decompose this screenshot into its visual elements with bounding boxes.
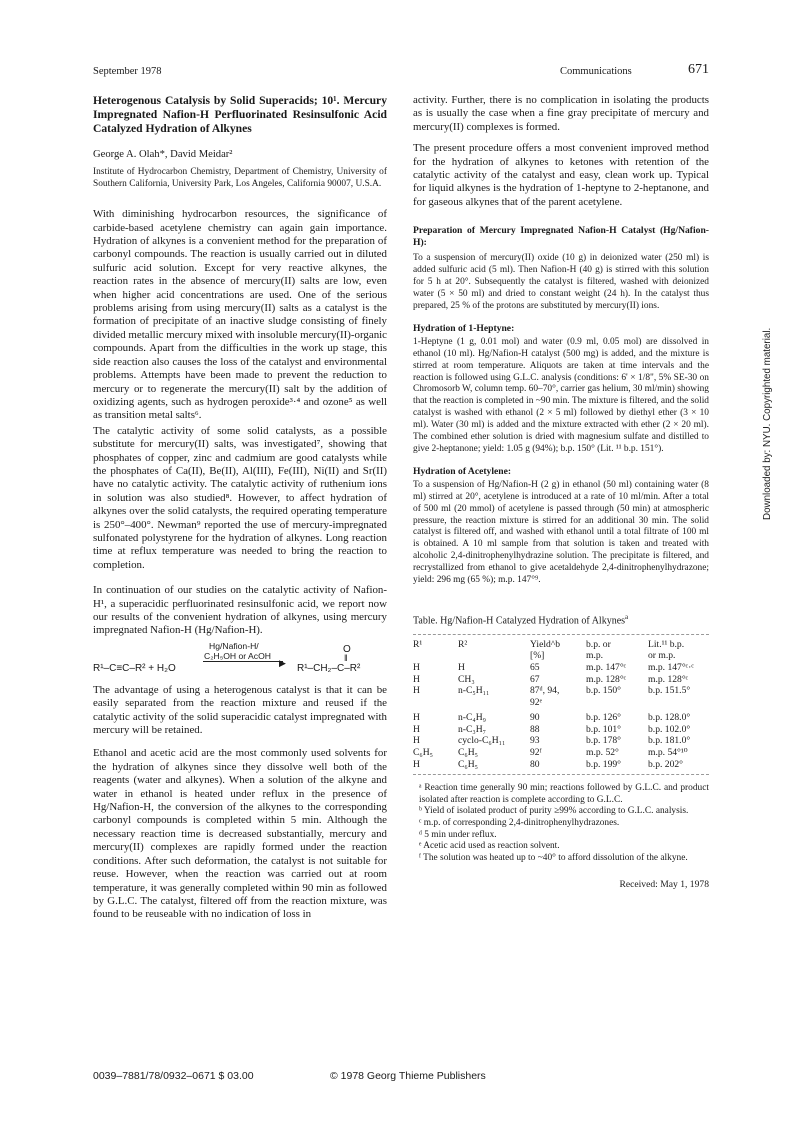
table-cell: b.p. 151.5° bbox=[648, 685, 691, 697]
paragraph: The advantage of using a heterogenous catalyst is that it can be easily separated from the reaction mixture and reused if the catalytic activity of the solid superacidic catalyst impregnated with mercury will be retained. bbox=[93, 683, 387, 737]
equation-product: R¹–CH₂–C–R² bbox=[297, 662, 361, 674]
table-cell: H bbox=[413, 758, 420, 770]
table-footnotes bbox=[413, 783, 709, 864]
paragraph: Ethanol and acetic acid are the most commonly used solvents for the hydration of alkynes since they dissolve well both of the reagents (water and alkynes). When a solution of the alkyne and water in ethanol is heated under reflux in the presence of Hg/Nafion-H, the conversion of the alkynes to the corresponding carbonyl compounds is completed within 5 min. Although the necessary reaction time is decreased substantially, mercury and mercury(II) complexes are rapidly formed under the reaction conditions. After such deformation, the catalyst is not suitable for reuse. However, when the reaction was carried out at room temperature, it was generally completed within 90 min as followed by G.L.C. The catalyst, filtered off from the reaction mixture, was found to be reuseable with no indication of loss in bbox=[93, 747, 387, 921]
table-cell: b.p. 102.0° bbox=[648, 723, 691, 735]
table-cell: 90 bbox=[530, 712, 540, 724]
table-rule bbox=[413, 634, 709, 635]
section-heading: Hydration of 1-Heptyne: bbox=[413, 322, 515, 334]
reaction-arrow bbox=[203, 661, 283, 662]
table-cell: C₆H₅ bbox=[413, 747, 434, 759]
table-cell: b.p. 199° bbox=[586, 758, 622, 770]
table-cell: b.p. 150° bbox=[586, 685, 622, 697]
table-cell: m.p. 147°ᶜ bbox=[586, 661, 627, 673]
table-cell: 65 bbox=[530, 661, 540, 673]
table-row bbox=[413, 724, 709, 736]
table-cell: H bbox=[413, 723, 420, 735]
page-number: 671 bbox=[688, 62, 709, 77]
affiliation: Institute of Hydrocarbon Chemistry, Department of Chemistry, University of Southern California, University Park, Los Angeles, California 90007, U.S.A. bbox=[93, 167, 387, 190]
download-watermark: Downloaded by: NYU. Copyrighted material. bbox=[762, 327, 773, 520]
section-heading: Hydration of Acetylene: bbox=[413, 465, 512, 477]
table-cell: m.p. 128°ᶜ bbox=[586, 673, 627, 685]
footnote: ᶠ The solution was heated up to ~40° to afford dissolution of the alkyne. bbox=[419, 852, 688, 863]
table-cell: m.p. 54°¹⁰ bbox=[648, 747, 688, 759]
table-cell: 87ᵈ, 94, 92ᵉ bbox=[530, 685, 560, 708]
table-cell: H bbox=[413, 685, 420, 697]
reaction-equation bbox=[93, 640, 387, 680]
section-text: 1-Heptyne (1 g, 0.01 mol) and water (0.9 ml, 0.05 mol) are dissolved in ethanol (10 ml). Hg/Nafion-H catalyst (500 mg) is added, and the mixture is stirred at room temperature. Aliquots are taken at time intervals and the reaction is followed using G.L.C. analysis (conditions: 6' × 1/8", 5% SE-30 on Chromosorb W, column temp. 60–70°, carrier gas helium, 30 ml/min) showing that the reaction is completed in ~90 min. The mixture is filtered, and the solid catalyst is washed with ethanol (2 × 5 ml) followed by diethyl ether (3 × 10 ml). Water (30 ml) is added and the mixture extracted with ether (2 × 20 ml). The combined ether solution is dried with magnesium sulfate and distilled to give 2-heptanone; yield: 1.05 g (94%); b.p. 150° (Lit. ¹¹ b.p. 151°). bbox=[413, 336, 709, 454]
arrow-head-icon: ▶ bbox=[279, 657, 286, 668]
table-cell: n-C₄H₉ bbox=[458, 712, 487, 724]
table-cell: H bbox=[413, 735, 420, 747]
table-cell: 92ᶠ bbox=[530, 747, 542, 759]
table-row bbox=[413, 685, 709, 710]
procedure-section bbox=[413, 323, 709, 456]
left-column bbox=[93, 94, 387, 922]
running-date: September 1978 bbox=[93, 66, 162, 77]
table-cell: 93 bbox=[530, 735, 540, 747]
equation-double-bond: ‖ bbox=[344, 652, 348, 663]
table-cell: m.p. 128°ᶜ bbox=[648, 673, 689, 685]
right-column bbox=[413, 94, 709, 892]
table-cell: C₆H₅ bbox=[458, 758, 479, 770]
table-cell: H bbox=[413, 712, 420, 724]
table-cell: b.p. 178° bbox=[586, 735, 622, 747]
paragraph: activity. Further, there is no complication in isolating the products as is usually the case when a fine gray precipitate of mercury and mercury(II) complexes is formed. bbox=[413, 94, 709, 133]
equation-oxygen: O bbox=[343, 643, 351, 655]
table-row bbox=[413, 662, 709, 674]
footer-publisher: © 1978 Georg Thieme Publishers bbox=[330, 1070, 486, 1082]
table-cell: C₆H₅ bbox=[458, 747, 479, 759]
footnote: ᵃ Reaction time generally 90 min; reactions followed by G.L.C. and product isolated after reaction is complete according to G.L.C. bbox=[419, 783, 709, 805]
table-header-row bbox=[413, 639, 709, 662]
table-header-cell: R² bbox=[458, 638, 468, 650]
table-cell: cyclo-C₆H₁₁ bbox=[458, 735, 506, 747]
running-section: Communications bbox=[560, 66, 632, 77]
table-cell: m.p. 52° bbox=[586, 747, 619, 759]
table-caption-mark: a bbox=[625, 613, 629, 621]
paragraph: The catalytic activity of some solid catalysts, as a possible substitute for mercury(II) salts, was investigated⁷, showing that phosphates of copper, zinc and cadmium are good catalysts while the phosphates of Ca(II), Be(II), Al(III), Fe(III), Ni(II) and Sr(II) have no catalytic activity. The catalytic activity of ruthenium ions in solution was also studied⁸. However, to affect hydration of alkynes over the solid catalysts, the required operating temperature is 250°–400°. Newman⁹ reported the use of mercury-impregnated sulfonated polystyrene for the hydration of alkynes. Long reaction time at reflux temperature was needed to bring the reaction to completion. bbox=[93, 424, 387, 571]
table-cell: b.p. 181.0° bbox=[648, 735, 691, 747]
paragraph: With diminishing hydrocarbon resources, the significance of carbide-based acetylene chemistry can again gain importance. Hydration of alkynes is a convenient method for the preparation of carbonyl compounds. The reaction is usually carried out in diluted sulfuric acid solution. Except for very reactive alkynes, the reaction rates in the absence of mercury(II) salts are low, even when higher acid concentrations are used. One of the serious problems arising from using mercury(II) salts as a catalyst is the formation of precipitate of an inactive sludge consisting of finely divided metallic mercury mixed with insoluble mercury(II)-organic compounds. Apart from the difficulties in the work up stage, this side reaction also causes the loss of the catalyst and environmental problems. Attempts have been made to prevent the reduction to mercury or to regenerate the mercury(II) salt by the addition of oxidizing agents, such as hydrogen peroxide³·⁴ and ozone⁵ as well as transition metal salts⁶. bbox=[93, 208, 387, 422]
section-text: To a suspension of Hg/Nafion-H (2 g) in ethanol (50 ml) containing water (8 ml) stirred at 20°, acetylene is introduced at a rate of 10 ml/min. After a total of 500 ml (20 mmol) of acetylene is passed through (50 min) at atmospheric pressure, the reaction mixture is stirred for an additional 30 min. The solid catalyst is filtered off, and washed with ethanol until a total filtrate of 100 ml is obtained. A 10 ml sample from that solution is taken and treated with alcoholic 2,4-dinitrophenylhydrazine solution. The precipitate is filtered, and recrystallized from ethanol to give acetaldehyde 2,4-dinitrophenylhydrazone; yield: 296 mg (65 %); m.p. 147°⁹. bbox=[413, 479, 709, 586]
table-row bbox=[413, 747, 709, 759]
footnote: ᵇ Yield of isolated product of purity ≥99% according to G.L.C. analysis. bbox=[419, 806, 689, 817]
footnote: ᵈ 5 min under reflux. bbox=[419, 829, 497, 840]
table-caption bbox=[413, 611, 709, 628]
table-row bbox=[413, 710, 709, 724]
procedure-section bbox=[413, 225, 709, 313]
footnote: ᵉ Acetic acid used as reaction solvent. bbox=[419, 841, 560, 852]
table-cell: 67 bbox=[530, 673, 540, 685]
authors: George A. Olah*, David Meidar² bbox=[93, 149, 233, 160]
table-cell: CH₃ bbox=[458, 673, 475, 685]
table-cell: m.p. 147°ᶜ·ᶜ bbox=[648, 661, 694, 673]
equation-conditions-top: Hg/Nafion-H/ bbox=[209, 640, 259, 651]
section-text: To a suspension of mercury(II) oxide (10 g) in deionized water (250 ml) is added sulfuric acid (5 ml). Then Nafion-H (40 g) is stirred with this solution for 5 h at 20°. Subsequently the catalyst is filtered, washed with deionized water (5 × 50 ml) and dried to constant weight (24 h). In the catalyst thus prepared, 25 % of the protons are substituted by mercury(II) ions. bbox=[413, 253, 709, 311]
table-cell: 80 bbox=[530, 758, 540, 770]
table-cell: 88 bbox=[530, 723, 540, 735]
table-cell: b.p. 128.0° bbox=[648, 712, 691, 724]
paragraph: In continuation of our studies on the catalytic activity of Nafion-H¹, a superacidic perfluorinated resinsulfonic acid, we report now our results of the convenient hydration of alkynes, using mercury impregnated Nafion-H (Hg/Nafion-H). bbox=[93, 584, 387, 637]
table-cell: n-C₅H₁₁ bbox=[458, 685, 490, 697]
footer-code: 0039–7881/78/0932–0671 $ 03.00 bbox=[93, 1070, 254, 1082]
table-cell: H bbox=[413, 673, 420, 685]
paragraph: The present procedure offers a most convenient improved method for the hydration of alkynes to ketones with retention of the catalytic activity of the catalyst and easy, clean work up. Typical for liquid alkynes is the hydration of 1-heptyne to 2-heptanone, and for gaseous alkynes that of the parent acetylene. bbox=[413, 142, 709, 208]
equation-reactants: R¹–C≡C–R² + H₂O bbox=[93, 662, 176, 674]
data-table bbox=[413, 639, 709, 771]
table-row bbox=[413, 759, 709, 771]
table-header-cell: Yield^b [%] bbox=[530, 638, 561, 662]
section-heading: Preparation of Mercury Impregnated Nafion-H Catalyst (Hg/Nafion-H): bbox=[413, 225, 709, 249]
table-cell: b.p. 101° bbox=[586, 723, 622, 735]
equation-conditions-bottom: C₂H₅OH or AcOH bbox=[204, 650, 271, 661]
footnote: ᶜ m.p. of corresponding 2,4-dinitrophenylhydrazones. bbox=[419, 818, 620, 829]
article-title: Heterogenous Catalysis by Solid Superacids; 10¹. Mercury Impregnated Nafion-H Perfluorinated Resinsulfonic Acid Catalyzed Hydration of Alkynes bbox=[93, 94, 387, 135]
table-header-cell: R¹ bbox=[413, 638, 423, 650]
table-cell: H bbox=[413, 661, 420, 673]
procedure-section bbox=[413, 466, 709, 587]
table-cell: n-C₃H₇ bbox=[458, 723, 487, 735]
table-row bbox=[413, 735, 709, 747]
table-caption-text: Table. Hg/Nafion-H Catalyzed Hydration of Alkynes bbox=[413, 615, 626, 627]
table-cell: H bbox=[458, 661, 465, 673]
table-row bbox=[413, 674, 709, 686]
received-date: Received: May 1, 1978 bbox=[619, 879, 709, 891]
table-cell: b.p. 202° bbox=[648, 758, 684, 770]
table-header-cell: Lit.¹¹ b.p. or m.p. bbox=[648, 638, 685, 662]
table-header-cell: b.p. or m.p. bbox=[586, 638, 611, 662]
table-rule bbox=[413, 774, 709, 775]
table-cell: b.p. 126° bbox=[586, 712, 622, 724]
